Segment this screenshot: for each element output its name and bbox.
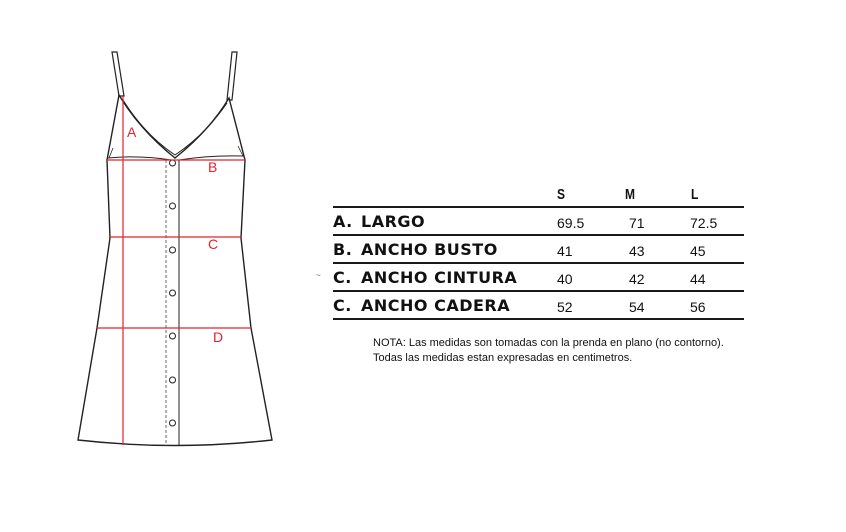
row-label	[333, 268, 517, 287]
measurement-note	[373, 336, 724, 366]
header-size-m: M	[625, 186, 635, 203]
row-code: B.	[333, 240, 353, 259]
cell-m: 42	[629, 271, 645, 287]
measure-label-b: B	[208, 159, 218, 175]
row-code: A.	[333, 212, 353, 231]
table-row	[333, 208, 744, 236]
header-size-l: L	[691, 186, 699, 203]
note-line-1: NOTA: Las medidas son tomadas con la prenda en plano (no contorno).	[373, 337, 724, 349]
button	[170, 290, 176, 296]
cell-m: 71	[629, 215, 645, 231]
stray-mark: ~	[316, 271, 321, 280]
note-line-2: Todas las medidas estan expresadas en centimetros.	[373, 352, 633, 364]
measure-label-d: D	[213, 329, 224, 345]
cell-l: 44	[690, 271, 706, 287]
row-label	[333, 296, 510, 315]
cell-l: 56	[690, 299, 706, 315]
row-code: C.	[333, 296, 352, 315]
row-code: C.	[333, 268, 352, 287]
cell-l: 45	[690, 243, 706, 259]
cell-s: 40	[557, 271, 573, 287]
row-label	[333, 212, 425, 231]
row-label	[333, 240, 498, 259]
button	[170, 203, 176, 209]
header-size-s: S	[557, 186, 566, 203]
row-name: ANCHO CADERA	[361, 296, 511, 315]
cell-s: 52	[557, 299, 573, 315]
right-strap	[227, 52, 237, 100]
dress-outline	[78, 95, 272, 446]
button	[170, 377, 176, 383]
cell-m: 43	[629, 243, 645, 259]
measure-label-a: A	[127, 124, 137, 140]
measure-label-c: C	[208, 236, 219, 252]
cell-m: 54	[629, 299, 645, 315]
row-name: ANCHO CINTURA	[361, 268, 518, 287]
table-row	[333, 292, 744, 320]
button	[170, 160, 176, 166]
button	[170, 420, 176, 426]
size-table-header	[333, 184, 744, 208]
cell-l: 72.5	[690, 215, 718, 231]
button	[170, 247, 176, 253]
cell-s: 41	[557, 243, 573, 259]
table-row	[333, 236, 744, 264]
table-row	[333, 264, 744, 292]
cell-s: 69.5	[557, 215, 585, 231]
row-name: ANCHO BUSTO	[361, 240, 498, 259]
size-table	[333, 184, 744, 320]
row-name: LARGO	[361, 212, 426, 231]
button	[170, 333, 176, 339]
left-strap	[112, 52, 124, 96]
